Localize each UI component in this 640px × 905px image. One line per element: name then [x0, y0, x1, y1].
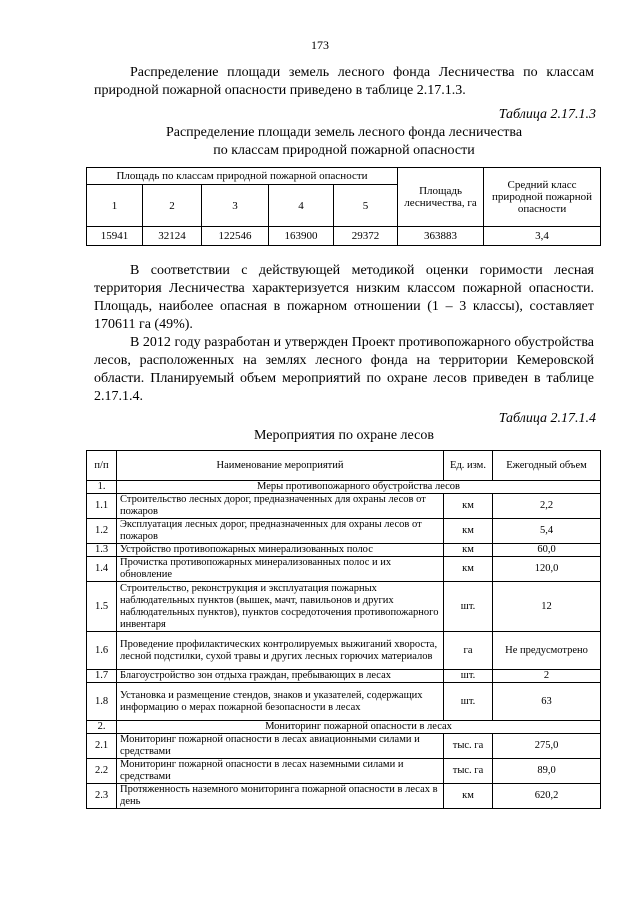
table-row [87, 784, 601, 809]
total-area-value: 363883 [398, 227, 484, 246]
row-number: 1.7 [87, 670, 117, 683]
class-value: 32124 [143, 227, 202, 246]
volume-cell: 275,0 [493, 734, 601, 759]
volume-cell: 120,0 [493, 557, 601, 582]
table2-label: Таблица 2.17.1.4 [498, 411, 596, 426]
row-number: 2.1 [87, 734, 117, 759]
table1-title-line1: Распределение площади земель лесного фонда лесничества [165, 125, 523, 140]
intro-paragraph: Распределение площади земель лесного фонда Лесничества по классам природной пожарной опасности приведено в таблице 2.17.1.3. [94, 65, 594, 98]
row-number: 1.5 [87, 582, 117, 632]
unit-header: Ед. изм. [444, 451, 493, 481]
class-group-header: Площадь по классам природной пожарной опасности [87, 168, 398, 185]
section-title: Меры противопожарного обустройства лесов [117, 481, 601, 494]
measure-name: Мониторинг пожарной опасности в лесах наземными силами и средствами [117, 759, 444, 784]
class-header: 4 [269, 185, 334, 227]
table-row [87, 759, 601, 784]
class-header: 3 [202, 185, 269, 227]
measure-name: Прочистка противопожарных минерализованных полос и их обновление [117, 557, 444, 582]
class-header: 2 [143, 185, 202, 227]
class-value: 15941 [87, 227, 143, 246]
section-row [87, 481, 601, 494]
avg-class-header: Средний класс природной пожарной опасности [484, 168, 601, 227]
volume-cell: 5,4 [493, 519, 601, 544]
row-number: 1.6 [87, 632, 117, 670]
area-header: Площадь лесничества, га [398, 168, 484, 227]
volume-header: Ежегодный объем [493, 451, 601, 481]
volume-cell: 89,0 [493, 759, 601, 784]
class-header: 1 [87, 185, 143, 227]
unit-cell: км [444, 557, 493, 582]
volume-cell: 63 [493, 683, 601, 721]
volume-cell: 12 [493, 582, 601, 632]
volume-cell: 2,2 [493, 494, 601, 519]
unit-cell: тыс. га [444, 759, 493, 784]
page-number: 173 [311, 38, 329, 52]
unit-cell: км [444, 544, 493, 557]
volume-cell: 2 [493, 670, 601, 683]
table-row [87, 582, 601, 632]
measure-name: Установка и размещение стендов, знаков и указателей, содержащих информацию о мерах пожарной безопасности в лесах [117, 683, 444, 721]
volume-cell: Не предусмотрено [493, 632, 601, 670]
table-row [87, 557, 601, 582]
row-number: 1.8 [87, 683, 117, 721]
measure-name: Благоустройство зон отдыха граждан, пребывающих в лесах [117, 670, 444, 683]
row-number: 2.3 [87, 784, 117, 809]
project-paragraph: В 2012 году разработан и утвержден Проект противопожарного обустройства лесов, расположенных на землях лесного фонда на территории Кемеровской области. Планируемый объем мероприятий по охране лесов приведен в таблице 2.17.1.4. [94, 335, 594, 404]
measure-name: Строительство лесных дорог, предназначенных для охраны лесов от пожаров [117, 494, 444, 519]
measure-name: Устройство противопожарных минерализованных полос [117, 544, 444, 557]
row-number: 1.3 [87, 544, 117, 557]
row-number: 1. [87, 481, 117, 494]
row-number: 2. [87, 721, 117, 734]
class-value: 122546 [202, 227, 269, 246]
unit-cell: км [444, 519, 493, 544]
assessment-paragraph: В соответствии с действующей методикой оценки горимости лесная территория Лесничества характеризуется низким классом пожарной опасности. Площадь, наиболее опасная в пожарном отношении (1 – 3 классы), составляет 170611 га (49%). [94, 263, 594, 332]
measure-name: Проведение профилактических контролируемых выжиганий хвороста, лесной подстилки, сухой травы и других лесных горючих материалов [117, 632, 444, 670]
class-header: 5 [334, 185, 398, 227]
table-row [87, 683, 601, 721]
measure-name: Протяженность наземного мониторинга пожарной опасности в лесах в день [117, 784, 444, 809]
unit-cell: км [444, 494, 493, 519]
avg-class-value: 3,4 [484, 227, 601, 246]
num-header: п/п [87, 451, 117, 481]
unit-cell: га [444, 632, 493, 670]
name-header: Наименование мероприятий [117, 451, 444, 481]
row-number: 1.2 [87, 519, 117, 544]
table-row [87, 544, 601, 557]
table2-title: Мероприятия по охране лесов [254, 428, 434, 443]
table1-title-line2: по классам природной пожарной опасности [213, 143, 475, 158]
table-row [87, 670, 601, 683]
unit-cell: шт. [444, 582, 493, 632]
unit-cell: шт. [444, 683, 493, 721]
volume-cell: 60,0 [493, 544, 601, 557]
row-number: 1.1 [87, 494, 117, 519]
unit-cell: шт. [444, 670, 493, 683]
measure-name: Эксплуатация лесных дорог, предназначенных для охраны лесов от пожаров [117, 519, 444, 544]
row-number: 1.4 [87, 557, 117, 582]
table1-label: Таблица 2.17.1.3 [498, 107, 596, 122]
section-title: Мониторинг пожарной опасности в лесах [117, 721, 601, 734]
forest-protection-table [86, 450, 601, 809]
table-row [87, 734, 601, 759]
measure-name: Строительство, реконструкция и эксплуатация пожарных наблюдательных пунктов (вышек, мачт, павильонов и других наблюдательных пунктов), пунктов сосредоточения противопожарного инвентаря [117, 582, 444, 632]
row-number: 2.2 [87, 759, 117, 784]
fire-class-table [86, 167, 601, 246]
class-value: 29372 [334, 227, 398, 246]
unit-cell: тыс. га [444, 734, 493, 759]
table-row [87, 632, 601, 670]
table-row [87, 494, 601, 519]
volume-cell: 620,2 [493, 784, 601, 809]
section-row [87, 721, 601, 734]
class-value: 163900 [269, 227, 334, 246]
measure-name: Мониторинг пожарной опасности в лесах авиационными силами и средствами [117, 734, 444, 759]
unit-cell: км [444, 784, 493, 809]
table-row [87, 519, 601, 544]
